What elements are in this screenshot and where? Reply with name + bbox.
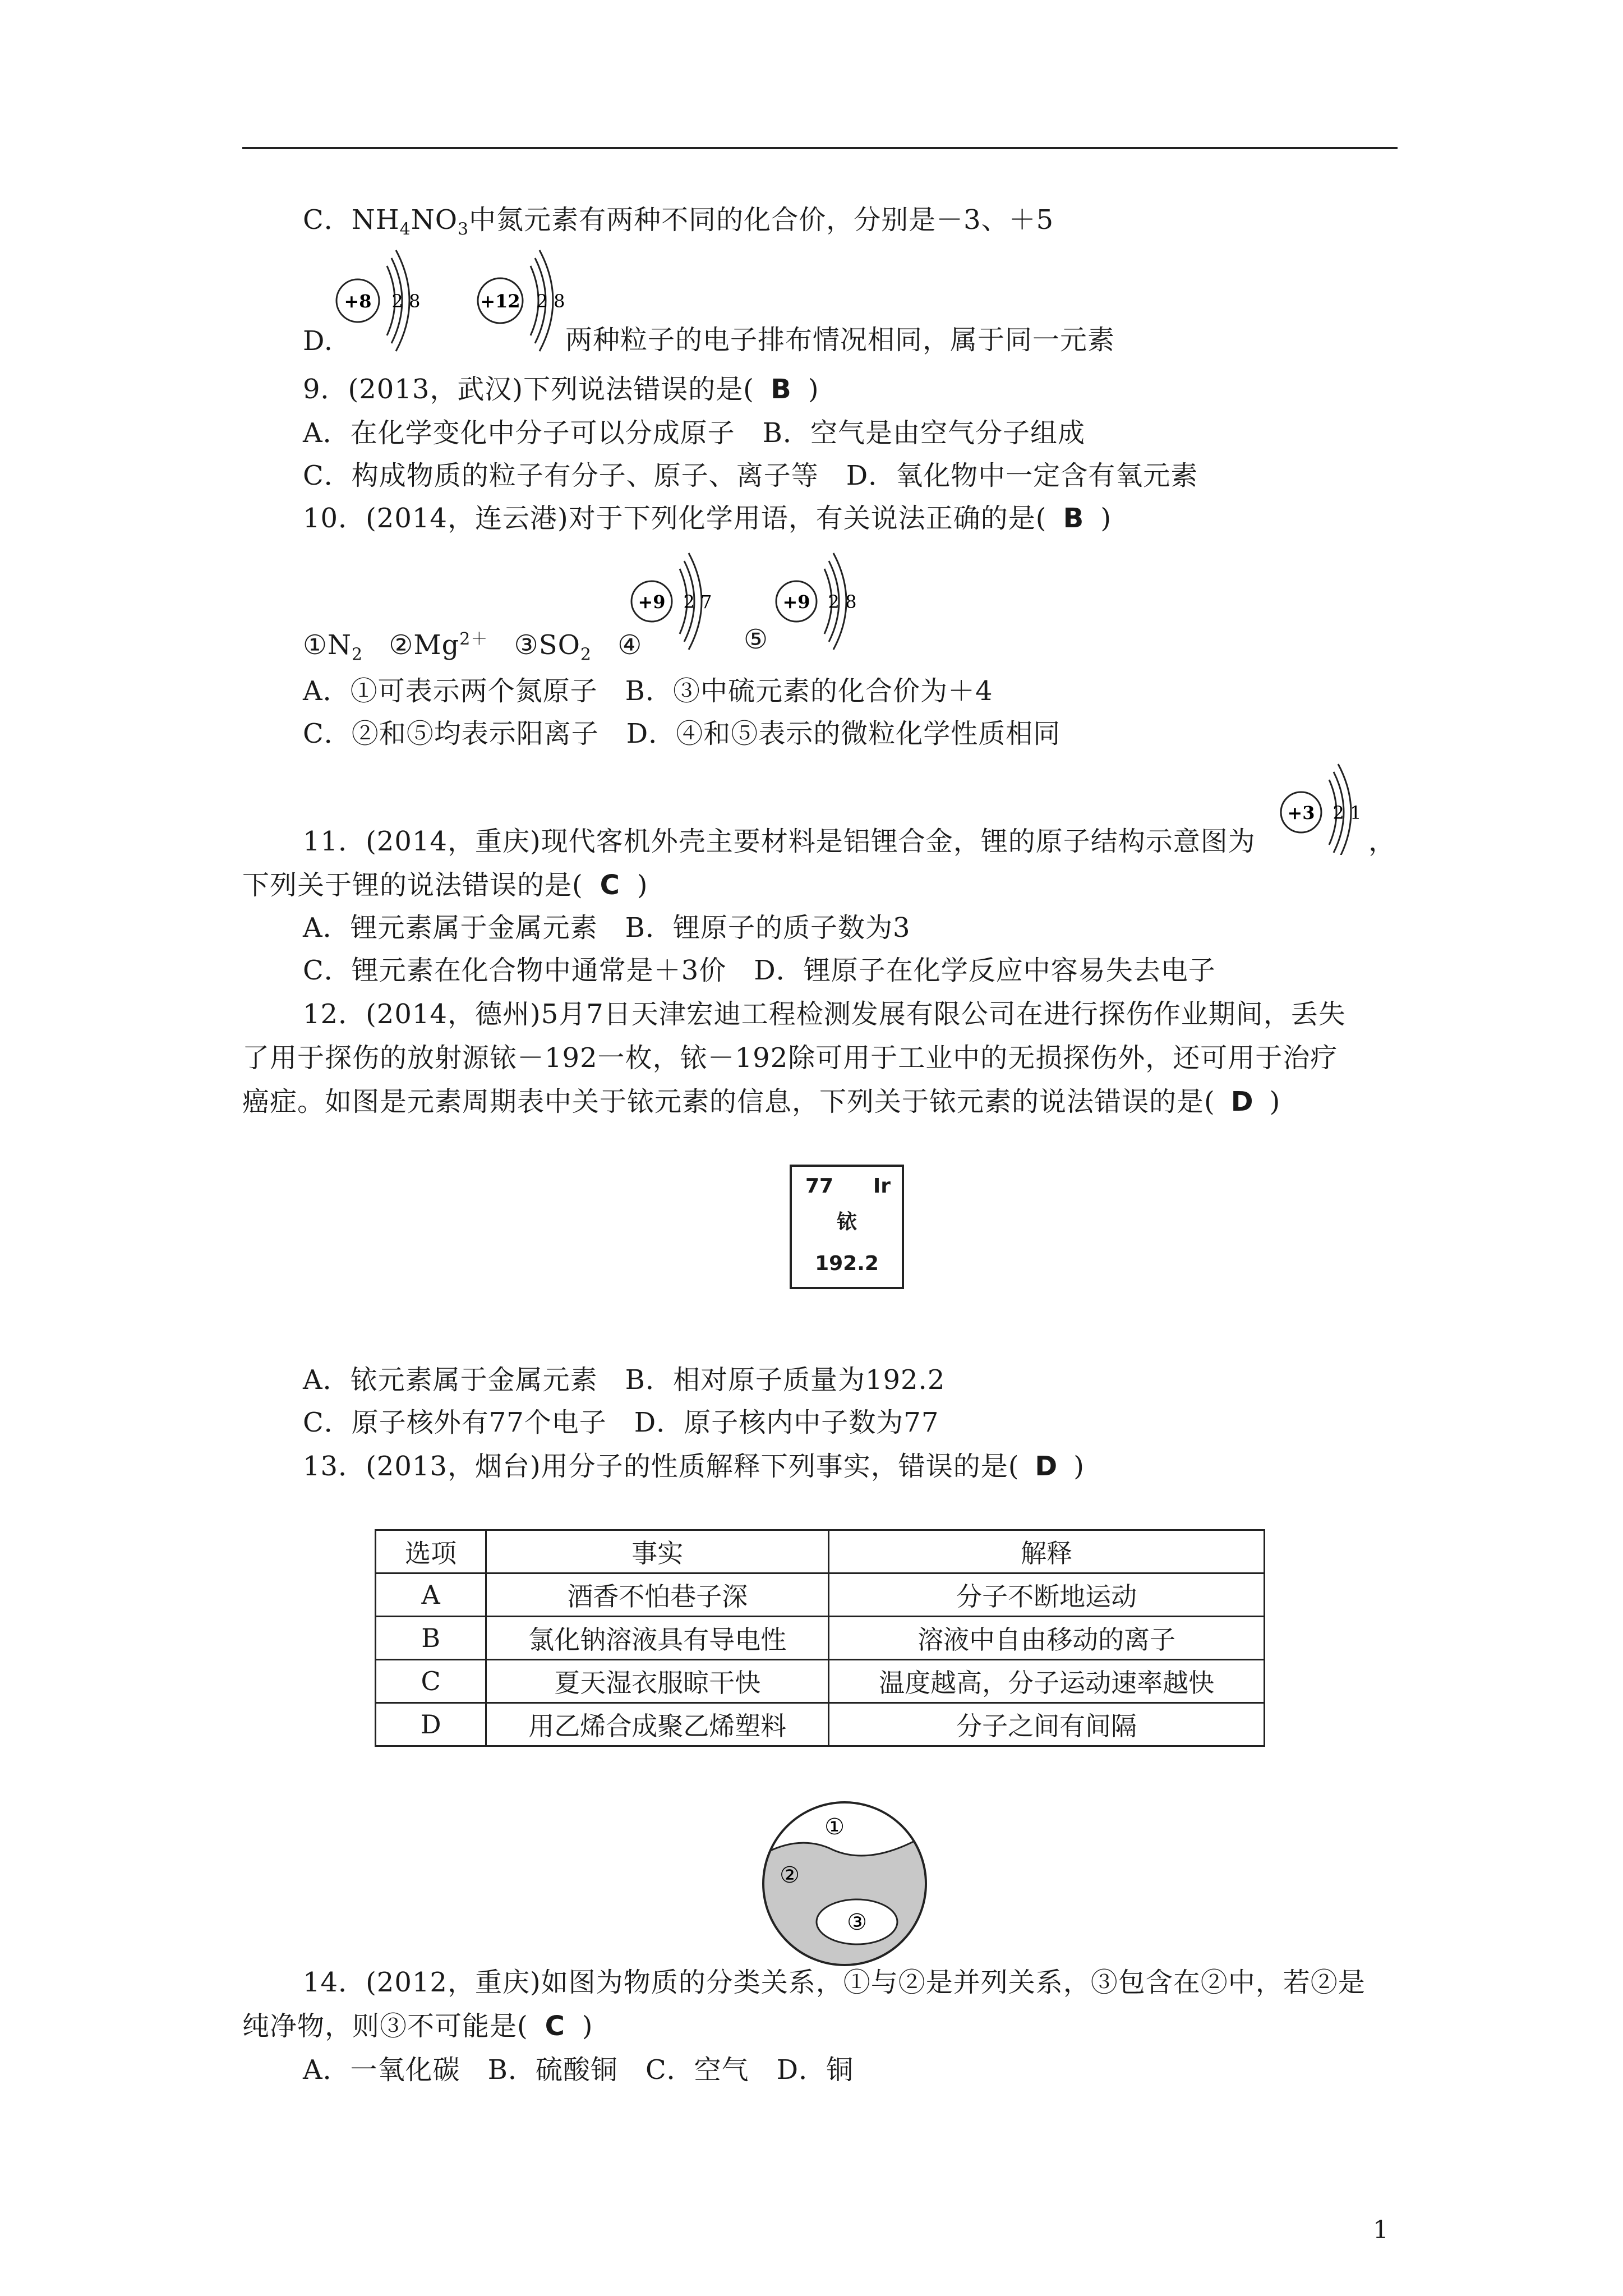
- q12-stem-line3: [242, 1085, 1280, 1119]
- q10-stem: [303, 501, 1112, 535]
- q10-close: ): [1100, 503, 1112, 534]
- q10-stem-text: 10．(2014，连云港)对于下列化学用语，有关说法正确的是(: [303, 503, 1047, 534]
- q10-item3-sub: 2: [580, 645, 592, 665]
- q10-items: [303, 623, 642, 672]
- table-header-cell: 解释: [829, 1530, 1265, 1573]
- q8-d-text: 两种粒子的电子排布情况相同，属于同一元素: [565, 324, 1115, 356]
- q11-stem-line1: 11．(2014，重庆)现代客机外壳主要材料是铝锂合金，锂的原子结构示意图为: [303, 826, 1256, 857]
- q14-answer: C: [545, 2010, 565, 2042]
- q9-stem-text: 9．(2013，武汉)下列说法错误的是(: [303, 374, 754, 405]
- table-cell: 用乙烯合成聚乙烯塑料: [486, 1703, 829, 1746]
- q13-stem-text: 13．(2013，烟台)用分子的性质解释下列事实，错误的是(: [303, 1451, 1020, 1482]
- q10-options-line1: A．①可表示两个氮原子 B．③中硫元素的化合价为＋4: [303, 675, 993, 707]
- q11-close: ): [637, 869, 648, 901]
- q11-atom-nucleus: +3: [1287, 802, 1315, 823]
- q8-c-prefix: C．NH: [303, 204, 400, 236]
- q9-options-line2: C．构成物质的粒子有分子、原子、离子等 D．氧化物中一定含有氧元素: [303, 460, 1198, 491]
- q11-stem-line2: [242, 868, 648, 902]
- q8-atom1-shells: 2 8: [391, 291, 421, 312]
- q12-options-line2: C．原子核外有77个电子 D．原子核内中子数为77: [303, 1407, 939, 1438]
- q10-item2: ②Mg: [389, 629, 460, 661]
- q10-item1-sub: 2: [352, 645, 363, 665]
- card-symbol: Ir: [873, 1175, 891, 1198]
- table-cell: B: [376, 1617, 486, 1660]
- q10-atom4-shells: 2 7: [683, 591, 712, 613]
- q12-options-line1: A．铱元素属于金属元素 B．相对原子质量为192.2: [303, 1364, 946, 1396]
- q13-stem: [303, 1450, 1085, 1483]
- q13-answer: D: [1035, 1451, 1058, 1482]
- q11-stem-line2-text: 下列关于锂的说法错误的是(: [242, 869, 583, 901]
- q11-comma: ，: [1368, 826, 1396, 857]
- q10-atom5-nucleus: +9: [782, 591, 810, 613]
- q12-stem-line1: 12．(2014，德州)5月7日天津宏迪工程检测发展有限公司在进行探伤作业期间，丢失: [303, 999, 1346, 1030]
- q12-close: ): [1269, 1086, 1281, 1117]
- q14-stem-line1: 14．(2012，重庆)如图为物质的分类关系，①与②是并列关系，③包含在②中，若②是: [303, 1967, 1366, 1998]
- q10-item2-sup: 2＋: [459, 629, 488, 649]
- q11-lithium-atom-diagram: [1276, 754, 1372, 855]
- table-cell: C: [376, 1660, 486, 1703]
- iridium-element-card: [790, 1165, 904, 1289]
- q9-answer: B: [771, 374, 792, 405]
- q14-options: A．一氧化碳 B．硫酸铜 C．空气 D．铜: [303, 2054, 854, 2086]
- table-header-cell: 事实: [486, 1530, 829, 1573]
- q11-options-line1: A．锂元素属于金属元素 B．锂原子的质子数为3: [303, 912, 911, 944]
- q10-answer: B: [1063, 503, 1085, 534]
- q8-d-label: D.: [303, 325, 334, 357]
- q8-atom1-nucleus: +8: [344, 291, 372, 312]
- q8-c-mid: NO: [411, 204, 458, 236]
- header-rule: [242, 147, 1398, 149]
- q11-answer: C: [600, 869, 620, 901]
- q12-answer: D: [1230, 1086, 1254, 1117]
- table-row: [376, 1573, 1265, 1617]
- q10-atom5-diagram: [772, 552, 867, 653]
- q12-stem-line3-text: 癌症。如图是元素周期表中关于铱元素的信息，下列关于铱元素的说法错误的是(: [242, 1086, 1215, 1117]
- card-atomic-number: 77: [805, 1175, 834, 1198]
- q13-close: ): [1073, 1451, 1085, 1482]
- table-cell: 酒香不怕巷子深: [486, 1573, 829, 1617]
- table-cell: 氯化钠溶液具有导电性: [486, 1617, 829, 1660]
- q11-atom-shells: 2 1: [1332, 802, 1362, 823]
- table-cell: 分子之间有间隔: [829, 1703, 1265, 1746]
- q10-options-line2: C．②和⑤均表示阳离子 D．④和⑤表示的微粒化学性质相同: [303, 718, 1061, 749]
- q8-atom2-shells: 2 8: [536, 291, 565, 312]
- q8-option-c: [303, 203, 1054, 247]
- q13-table: [375, 1529, 1265, 1747]
- page-number: 1: [1373, 2216, 1389, 2244]
- q10-atom5-shells: 2 8: [828, 591, 857, 613]
- table-row: [376, 1703, 1265, 1746]
- card-element-name: 铱: [836, 1211, 857, 1234]
- table-cell: 分子不断地运动: [829, 1573, 1265, 1617]
- table-header-cell: 选项: [376, 1530, 486, 1573]
- table-cell: 夏天湿衣服晾干快: [486, 1660, 829, 1703]
- q9-options-line1: A．在化学变化中分子可以分成原子 B．空气是由空气分子组成: [303, 417, 1085, 449]
- card-atomic-mass: 192.2: [815, 1252, 879, 1275]
- q14-stem-line2-text: 纯净物，则③不可能是(: [242, 2010, 528, 2042]
- q14-label3: ③: [847, 1910, 867, 1935]
- q14-stem-line2: [242, 2009, 593, 2043]
- q14-close: ): [582, 2010, 593, 2042]
- q8-c-sub2: 3: [458, 219, 469, 240]
- table-row: [376, 1660, 1265, 1703]
- q10-atom4-nucleus: +9: [638, 591, 666, 613]
- q8-atom2-nucleus: +12: [480, 291, 520, 312]
- table-row: [376, 1617, 1265, 1660]
- table-header-row: [376, 1530, 1265, 1573]
- q14-label2: ②: [780, 1862, 800, 1888]
- q8-atom1-diagram: [333, 249, 434, 356]
- table-cell: D: [376, 1703, 486, 1746]
- q8-c-sub1: 4: [399, 219, 411, 240]
- q11-options-line2: C．锂元素在化合物中通常是＋3价 D．锂原子在化学反应中容易失去电子: [303, 955, 1216, 986]
- q10-item4: ④: [617, 629, 643, 661]
- q14-label1: ①: [824, 1814, 845, 1840]
- q12-stem-line2: 了用于探伤的放射源铱－192一枚，铱－192除可用于工业中的无损探伤外，还可用于治疗: [242, 1042, 1338, 1074]
- q10-item1: ①N: [303, 629, 352, 661]
- q14-classification-diagram: [760, 1800, 929, 1968]
- table-cell: 溶液中自由移动的离子: [829, 1617, 1265, 1660]
- table-cell: 温度越高，分子运动速率越快: [829, 1660, 1265, 1703]
- q9-close: ): [808, 374, 819, 405]
- q9-stem: [303, 372, 819, 406]
- q8-c-rest: 中氮元素有两种不同的化合价，分别是－3、＋5: [469, 204, 1054, 236]
- q10-item3: ③SO: [514, 629, 580, 661]
- table-cell: A: [376, 1573, 486, 1617]
- q10-item5: ⑤: [744, 624, 769, 655]
